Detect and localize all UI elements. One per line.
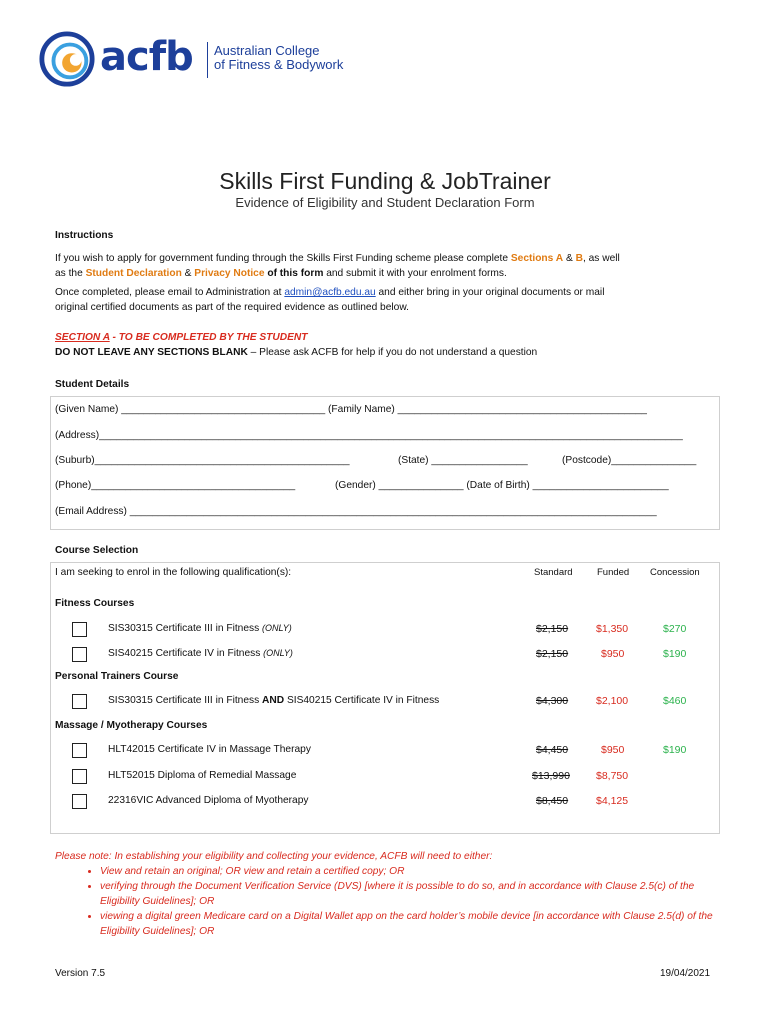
price-standard: $4,450 [536,744,569,756]
college-name [214,44,343,72]
col-standard: Standard [534,567,573,578]
text: & [563,253,576,264]
instructions-line3 [55,285,604,301]
evidence-note [55,849,720,939]
text: DO NOT LEAVE ANY SECTIONS BLANK [55,347,248,358]
text: & [181,268,195,279]
text: of this form [264,268,324,279]
name-fields[interactable]: (Given Name) ____________________________________ (Family Name) ____________________________________________ [55,404,647,415]
phone-field[interactable]: (Phone)____________________________________ [55,480,296,491]
student-details-heading: Student Details [55,379,130,390]
price-concession: $460 [663,695,687,707]
course-label [108,623,292,634]
acfb-logo-icon [38,30,96,88]
gender-dob-fields[interactable]: (Gender) _______________ (Date of Birth) ________________________ [335,480,669,491]
text: (ONLY) [262,623,292,633]
note-item: • View and retain an original; OR view and retain a certified copy; OR [100,864,720,879]
date-label: 19/04/2021 [660,968,711,979]
note-item: • viewing a digital green Medicare card on a Digital Wallet app on the card holder’s mobile device [in accordance with Clause 2.5(d) of the Eligibility Guidelines]; OR [100,909,720,939]
note-intro: Please note: In establishing your eligibility and collecting your evidence, ACFB will need to either: [55,851,493,862]
instructions-line1 [55,251,620,267]
student-declaration-ref: Student Declaration [85,268,182,279]
page-title: Skills First Funding & JobTrainer [219,168,551,194]
text: (ONLY) [263,648,293,658]
note-item: • verifying through the Document Verification Service (DVS) [where it is possible to do so, and in accordance with Clause 2.5(c) of the Eligibility Guidelines]; OR [100,879,720,909]
group-massage-heading: Massage / Myotherapy Courses [55,720,208,731]
price-funded: $950 [601,648,625,660]
section-b-ref: B [575,253,583,264]
state-field[interactable]: (State) _________________ [398,455,528,466]
price-funded: $950 [601,744,625,756]
price-funded: $2,100 [596,695,629,707]
price-concession: $270 [663,623,687,635]
course-label [108,695,439,706]
price-standard: $4,300 [536,695,569,707]
price-concession: $190 [663,648,687,660]
suburb-field[interactable]: (Suburb)_____________________________________________ [55,455,350,466]
course-checkbox[interactable] [72,694,87,709]
course-selection-heading: Course Selection [55,545,139,556]
text: SIS30315 Certificate III in Fitness [108,695,263,706]
price-funded: $1,350 [596,623,629,635]
email-field[interactable]: (Email Address) _____________________________________________________________________________________________ [55,506,657,517]
course-label: HLT52015 Diploma of Remedial Massage [108,770,297,781]
version-label: Version 7.5 [55,968,106,979]
address-field[interactable]: (Address)_______________________________________________________________________________________________________ [55,430,683,441]
course-checkbox[interactable] [72,769,87,784]
college-name-line1: Australian College [214,43,320,58]
section-a-warning [55,345,537,361]
instructions-heading: Instructions [55,230,114,241]
course-label: HLT42015 Certificate IV in Massage Therapy [108,744,311,755]
section-a-ref: Sections A [510,253,564,264]
price-funded: $4,125 [596,795,629,807]
course-checkbox[interactable] [72,794,87,809]
privacy-notice-ref: Privacy Notice [194,268,265,279]
text: SIS30315 Certificate III in Fitness [108,623,263,634]
price-standard: $2,150 [536,623,569,635]
group-pt-heading: Personal Trainers Course [55,671,179,682]
price-concession: $190 [663,744,687,756]
text: and either bring in your original documents or mail [375,287,605,298]
admin-email-link[interactable]: admin@acfb.edu.au [284,287,376,298]
note-list [55,864,720,939]
postcode-field[interactable]: (Postcode)_______________ [562,455,697,466]
instructions-line2 [55,266,507,282]
col-concession: Concession [650,567,700,578]
page-subtitle: Evidence of Eligibility and Student Declaration Form [235,195,535,210]
brand-logo-text: acfb [100,34,193,80]
section-a-label: SECTION A [55,332,110,343]
college-name-line2: of Fitness & Bodywork [214,57,344,72]
text: , as well [582,253,620,264]
text: and submit it with your enrolment forms. [323,268,507,279]
text: SIS40215 Certificate IV in Fitness [284,695,440,706]
price-standard: $8,450 [536,795,569,807]
group-fitness-heading: Fitness Courses [55,598,135,609]
course-checkbox[interactable] [72,622,87,637]
text: - TO BE COMPLETED BY THE STUDENT [109,332,308,343]
price-funded: $8,750 [596,770,629,782]
text: SIS40215 Certificate IV in Fitness [108,648,264,659]
course-checkbox[interactable] [72,647,87,662]
section-a-heading [55,330,307,346]
logo-divider [207,42,208,78]
text: Once completed, please email to Administration at [55,287,285,298]
price-standard: $13,990 [532,770,570,782]
text: AND [262,695,285,706]
course-label: 22316VIC Advanced Diploma of Myotherapy [108,795,309,806]
price-standard: $2,150 [536,648,569,660]
course-prompt: I am seeking to enrol in the following qualification(s): [55,567,292,578]
instructions-line4: original certified documents as part of the required evidence as outlined below. [55,302,409,313]
text: If you wish to apply for government funding through the Skills First Funding scheme please complete [55,253,511,264]
course-checkbox[interactable] [72,743,87,758]
col-funded: Funded [597,567,630,578]
course-label [108,648,293,659]
text: – Please ask ACFB for help if you do not understand a question [247,347,538,358]
text: as the [55,268,86,279]
